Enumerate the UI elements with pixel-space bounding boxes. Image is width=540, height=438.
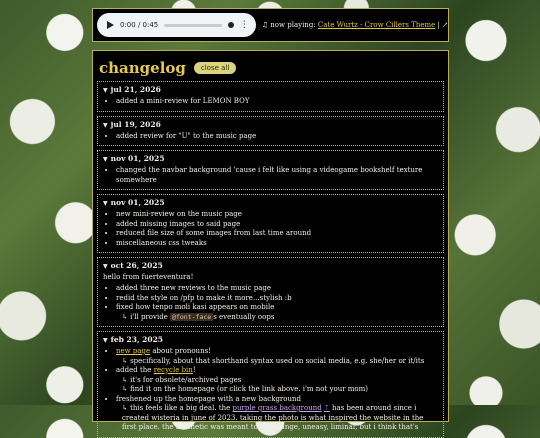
now-playing [262, 21, 448, 29]
now-playing-label: now playing: [270, 21, 316, 29]
purple-grass-link[interactable]: purple grass background [232, 404, 322, 412]
changelog-entry [97, 116, 444, 147]
external-link-icon[interactable]: ↗ [442, 21, 448, 29]
triangle-down-icon: ▼ [103, 121, 108, 129]
play-icon[interactable] [107, 21, 114, 29]
triangle-down-icon: ▼ [103, 87, 108, 94]
entry-date: jul 19, 2026 [110, 119, 161, 129]
entry-toggle[interactable] [103, 335, 438, 344]
list-item: • added three new reviews to the music page [116, 284, 438, 294]
triangle-down-icon: ▼ [103, 200, 108, 207]
triangle-down-icon: ▼ [103, 263, 108, 270]
list-item: • changed the navbar background 'cause i felt like using a videogame bookshelf texture somewhere [116, 166, 438, 185]
changelog-panel [92, 50, 449, 431]
changelog-entry [97, 331, 444, 438]
triangle-down-icon: ▼ [103, 337, 108, 344]
volume-icon[interactable] [228, 22, 234, 28]
entry-toggle[interactable] [103, 198, 438, 207]
entry-date: nov 01, 2025 [110, 154, 165, 163]
sub-item: ↳ i'll provide @font-face s eventually oops [122, 312, 275, 321]
close-all-button[interactable]: close all [194, 62, 236, 74]
list-item: • miscellaneous css tweaks [116, 239, 438, 249]
entry-toggle[interactable] [103, 120, 438, 129]
changelog-entry [97, 150, 444, 190]
changelog-header [99, 59, 448, 77]
sub-item: ↳ specifically, about that shorthand syntax used on social media, e.g. she/her or it/its [122, 356, 425, 365]
code-snippet: @font-face [172, 312, 212, 321]
entry-toggle[interactable] [103, 154, 438, 163]
sub-item: ↳ it's for obsolete/archived pages [122, 375, 242, 384]
list-item: • new mini-review on the music page [116, 210, 438, 220]
sub-item: ↳ this feels like a big deal. the purple grass background ⇡ has been around since i created wisteria in june of 2023. taking the photo is what inspired the website in the first place. the aesthetic was meant to be strange, uneasy, liminal, but i think that's [122, 404, 424, 431]
audio-seek-bar[interactable] [164, 24, 222, 27]
list-item: • added review for "U" to the music page [116, 132, 438, 142]
triangle-down-icon: ▼ [103, 156, 108, 163]
more-options-icon[interactable]: ⋮ [239, 20, 248, 30]
list-item: • added the recycle bin! ↳ it's for obsolete/archived pages ↳ find it on the homepage (or click the link above. i'm not your mom) [116, 366, 438, 395]
entry-toggle[interactable] [103, 85, 438, 94]
audio-time: 0:00 / 0:45 [120, 21, 159, 29]
list-item: • fixed how tenpo moli kasi appears on mobile [116, 303, 438, 313]
entry-date: nov 01, 2025 [110, 198, 165, 207]
changelog-entry [97, 257, 444, 327]
new-page-link[interactable]: new page [116, 347, 151, 355]
list-item: • redid the style on /pfp to make it more...stylish :b [116, 294, 438, 304]
list-item: • reduced file size of some images from last time around [116, 229, 438, 239]
list-item: • added missing images to said page [116, 220, 438, 230]
song-suffix: | [437, 21, 440, 29]
audio-player[interactable] [97, 13, 256, 37]
list-item: • freshened up the homepage with a new background ↳ this feels like a big deal. the purple grass background ⇡ has been around since i created wisteria in june of 2023. taking the photo is what inspired the website in the first place. the aesthetic was meant to be strange, uneasy, liminal, but i think that's [116, 395, 438, 433]
music-note-icon: ♫ [261, 21, 271, 29]
list-item: • new page about pronouns! ↳ specifically, about that shorthand syntax used on social media, e.g. she/her or it/its [116, 347, 438, 366]
list-item: • added a mini-review for LEMON BOY [116, 97, 438, 107]
sub-item: ↳ find it on the homepage (or click the link above. i'm not your mom) [122, 385, 369, 393]
image-icon[interactable]: ⇡ [323, 404, 330, 412]
entry-intro: hello from fuerteventura! [103, 273, 194, 281]
entry-date: oct 26, 2025 [110, 261, 163, 270]
page-title: changelog [99, 59, 186, 77]
entry-date: feb 23, 2025 [110, 335, 164, 344]
changelog-entry [97, 194, 444, 253]
entry-date: jul 21, 2026 [110, 85, 161, 94]
recycle-bin-link[interactable]: recycle bin [153, 366, 193, 374]
changelog-entry [97, 81, 444, 112]
entry-toggle[interactable] [103, 261, 438, 270]
music-player-bar [92, 8, 449, 42]
song-link[interactable]: Cate Wurtz - Crow Cillers Theme [317, 21, 436, 29]
